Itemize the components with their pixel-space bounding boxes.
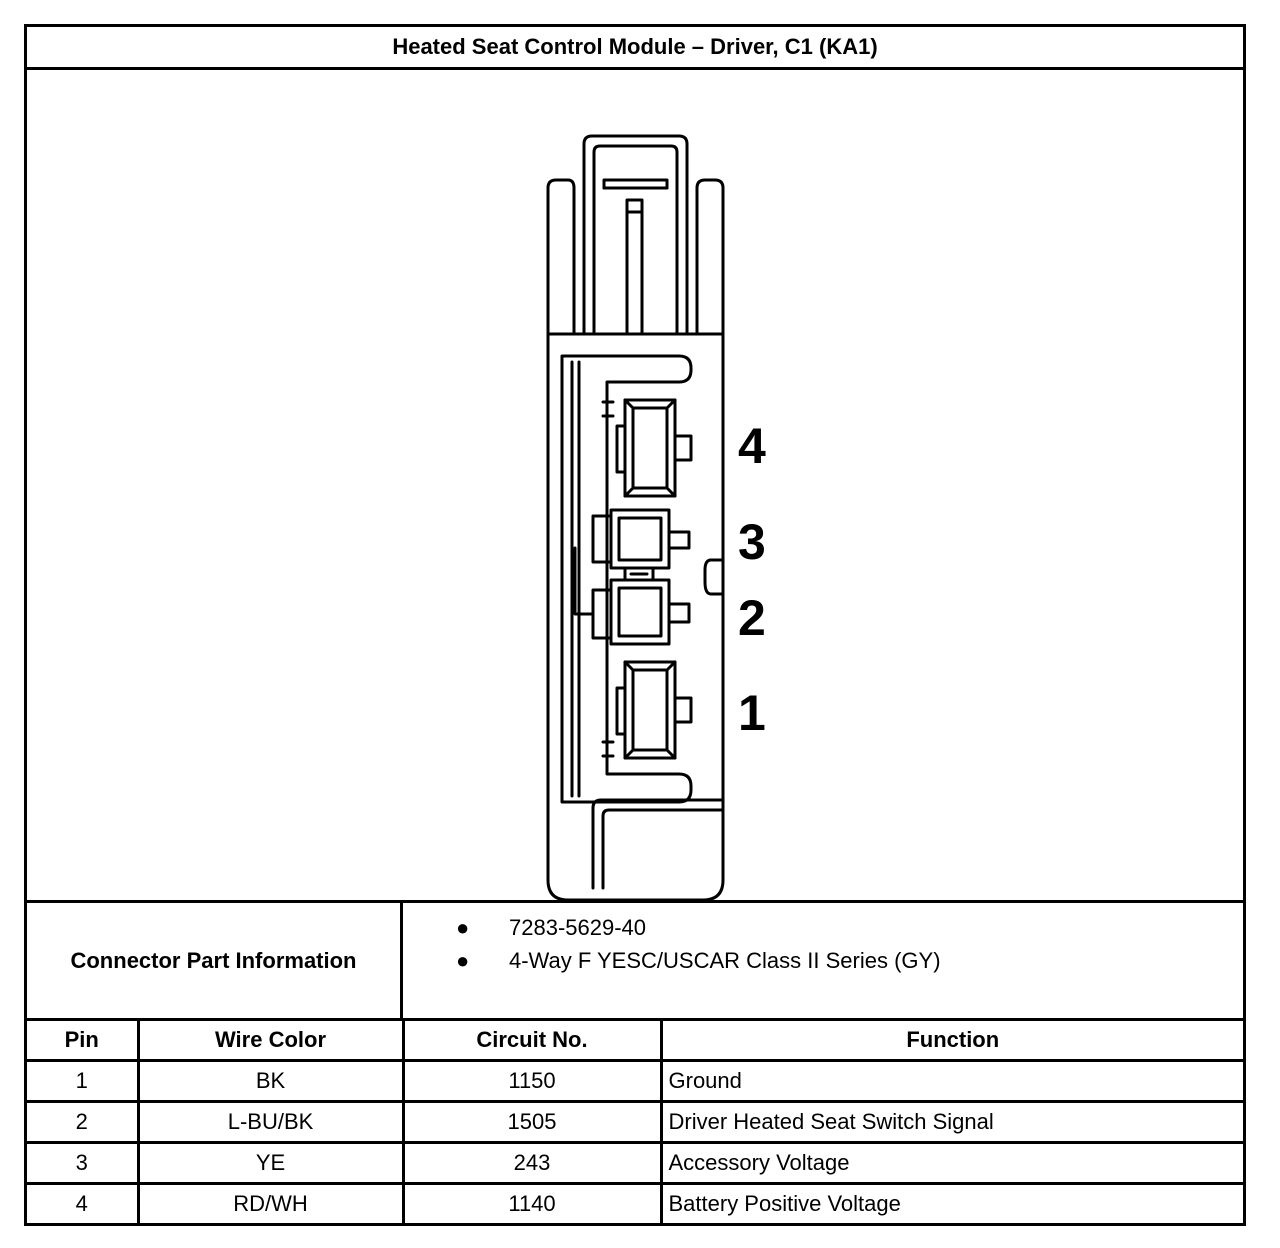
pin-label-3: 3 — [738, 514, 766, 570]
cell-circuit: 243 — [403, 1143, 661, 1184]
part-info-list — [403, 911, 941, 977]
header-circuit-no: Circuit No. — [403, 1021, 661, 1060]
terminal-1 — [603, 662, 691, 758]
pin-table — [27, 1021, 1243, 1223]
cell-pin: 1 — [27, 1060, 138, 1101]
cell-circuit: 1150 — [403, 1060, 661, 1101]
cell-pin: 3 — [27, 1143, 138, 1184]
sheet-title: Heated Seat Control Module – Driver, C1 (KA1) — [27, 27, 1243, 70]
latch-outer — [584, 136, 687, 334]
cell-circuit: 1505 — [403, 1101, 661, 1142]
table-row — [27, 1060, 1243, 1101]
left-rail — [548, 180, 574, 334]
cell-function: Driver Heated Seat Switch Signal — [661, 1101, 1243, 1142]
terminal-4 — [603, 400, 691, 496]
header-wire-color: Wire Color — [138, 1021, 403, 1060]
cell-function: Accessory Voltage — [661, 1143, 1243, 1184]
part-info-item: ● 7283-5629-40 — [403, 911, 941, 944]
header-function: Function — [661, 1021, 1243, 1060]
connector-sheet — [24, 24, 1246, 1226]
cell-wire-color: RD/WH — [138, 1184, 403, 1223]
part-info-label: Connector Part Information — [27, 903, 403, 1018]
keying-notch — [705, 560, 723, 594]
connector-face-drawing — [27, 70, 1243, 900]
header-pin: Pin — [27, 1021, 138, 1060]
right-rail — [697, 180, 723, 334]
table-row — [27, 1184, 1243, 1223]
cell-circuit: 1140 — [403, 1184, 661, 1223]
bullet-icon: ● — [456, 948, 470, 973]
pin-label-2: 2 — [738, 590, 766, 646]
connector-body — [548, 334, 723, 900]
pin-label-1: 1 — [738, 685, 766, 741]
pin-label-4: 4 — [738, 418, 766, 474]
table-row — [27, 1143, 1243, 1184]
cell-function: Ground — [661, 1060, 1243, 1101]
connector-part-info — [27, 903, 1243, 1021]
cell-wire-color: YE — [138, 1143, 403, 1184]
latch-inner — [594, 146, 677, 334]
cell-wire-color: L-BU/BK — [138, 1101, 403, 1142]
table-header-row — [27, 1021, 1243, 1060]
part-info-item: ● 4-Way F YESC/USCAR Class II Series (GY) — [403, 944, 941, 977]
cell-pin: 2 — [27, 1101, 138, 1142]
bullet-icon: ● — [456, 915, 470, 940]
body-bottom-contour — [593, 800, 723, 888]
latch-tongue — [627, 200, 642, 334]
cell-pin: 4 — [27, 1184, 138, 1223]
table-row — [27, 1101, 1243, 1142]
cell-wire-color: BK — [138, 1060, 403, 1101]
cell-function: Battery Positive Voltage — [661, 1184, 1243, 1223]
connector-diagram — [27, 70, 1243, 903]
